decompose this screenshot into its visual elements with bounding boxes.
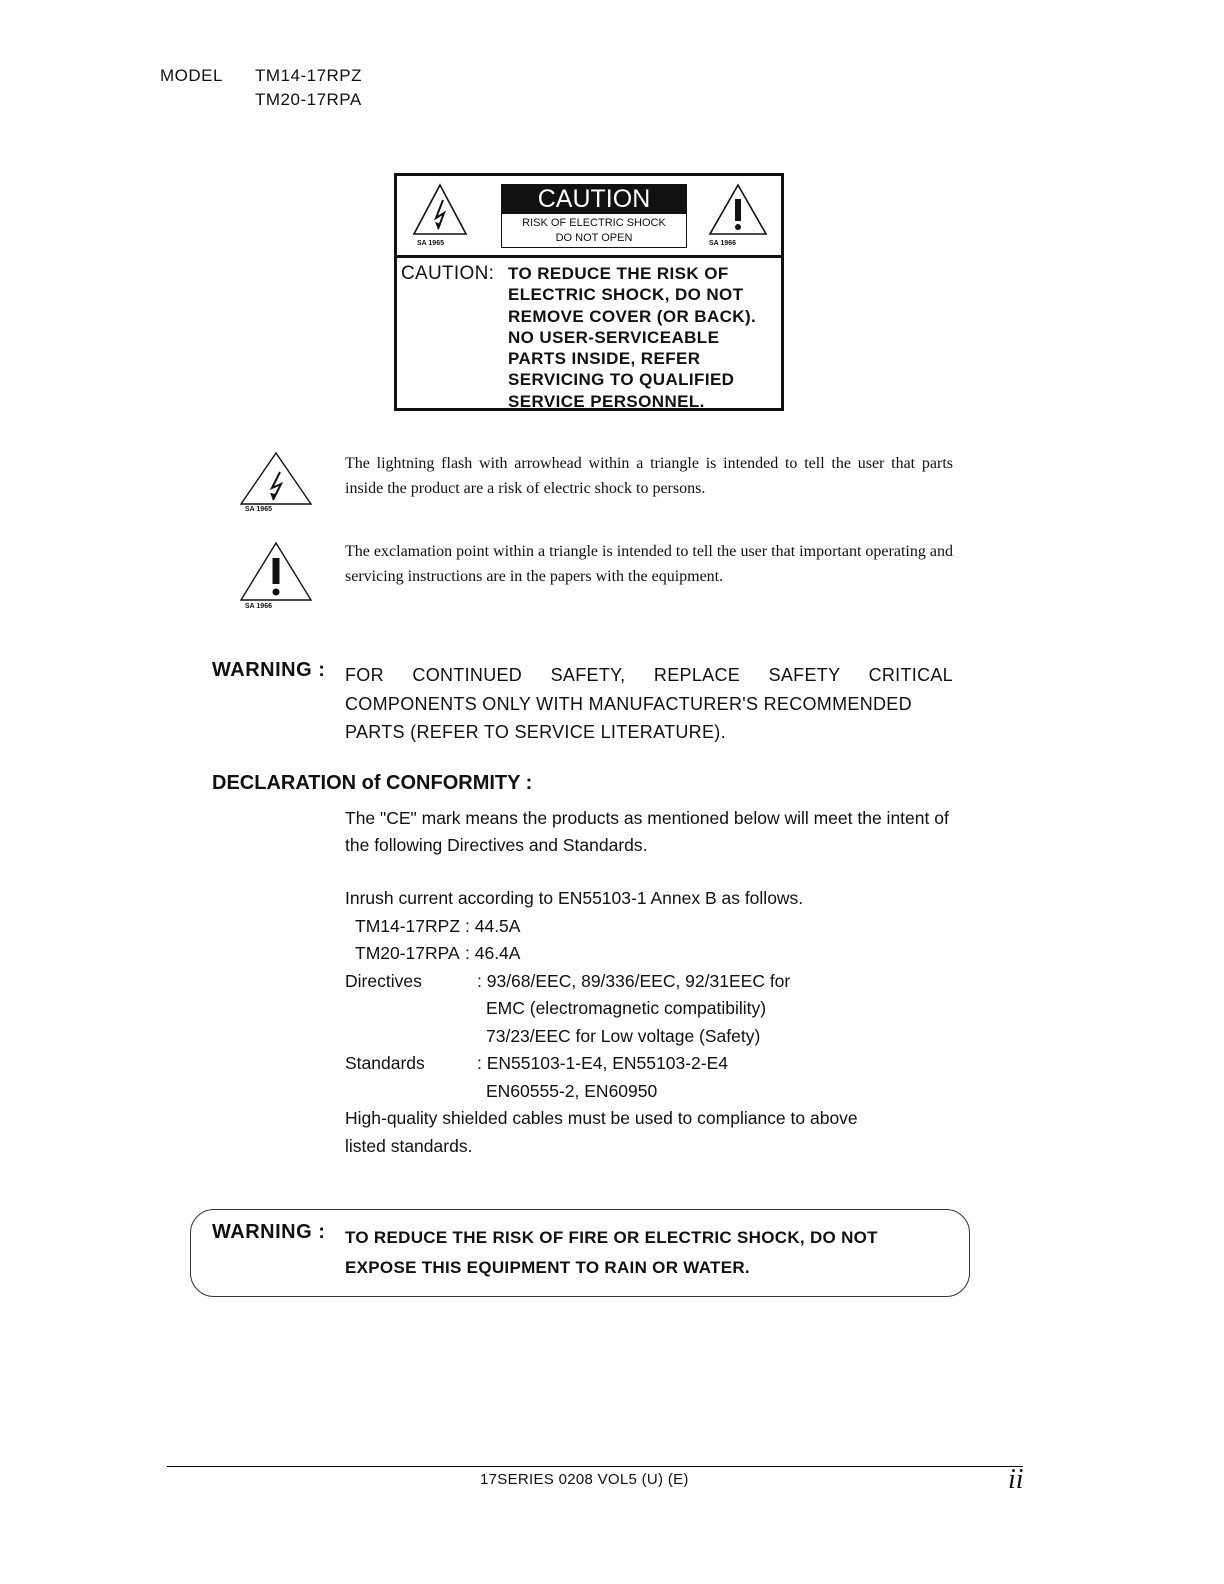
caution-line: REMOVE COVER (OR BACK). xyxy=(508,306,757,326)
caution-line: SERVICE PERSONNEL. xyxy=(508,391,705,411)
caution-line: SERVICING TO QUALIFIED xyxy=(508,370,735,390)
caution-text xyxy=(508,263,756,412)
inrush-value: : 46.4A xyxy=(465,943,521,963)
conformity-details xyxy=(345,885,965,1160)
model-number: TM20-17RPA xyxy=(255,90,362,109)
lightning-symbol-note: The lightning flash with arrowhead within a triangle is intended to tell the user that parts inside the product are a risk of electric shock to persons. xyxy=(345,455,953,497)
warning-text xyxy=(345,1223,953,1283)
cables-note: listed standards. xyxy=(345,1135,473,1156)
directives-row xyxy=(345,1023,965,1051)
inrush-value: : 44.5A xyxy=(465,915,521,936)
caution-line: ELECTRIC SHOCK, DO NOT xyxy=(508,285,744,305)
directive-value: 73/23/EEC for Low voltage (Safety) xyxy=(486,1025,761,1046)
caution-line: NO USER-SERVICEABLE xyxy=(508,327,720,347)
inrush-model-row xyxy=(345,913,965,941)
warning-line: EXPOSE THIS EQUIPMENT TO RAIN OR WATER. xyxy=(345,1258,750,1277)
warning-text xyxy=(345,661,953,747)
directive-value: EMC (electromagnetic compatibility) xyxy=(486,998,767,1018)
standard-value: EN60555-2, EN60950 xyxy=(486,1080,658,1101)
risk-notice xyxy=(501,214,687,248)
inrush-line: Inrush current according to EN55103-1 Annex B as follows. xyxy=(345,888,804,908)
exclamation-triangle-icon xyxy=(238,540,314,606)
standards-label: Standards xyxy=(345,1053,425,1073)
sa-code: SA 1966 xyxy=(245,603,272,610)
exclamation-triangle-icon xyxy=(707,182,769,238)
directives-row xyxy=(345,968,965,996)
standards-row xyxy=(345,1078,965,1106)
caution-box xyxy=(394,173,784,411)
sa-code: SA 1965 xyxy=(245,506,272,513)
footer-rule xyxy=(167,1466,1023,1467)
standard-value: : EN55103-1-E4, EN55103-2-E4 xyxy=(477,1053,728,1073)
exclamation-symbol-note: The exclamation point within a triangle is intended to tell the user that important operating and servicing instructions are in the papers with the equipment. xyxy=(345,543,953,585)
lightning-triangle-icon xyxy=(238,450,314,510)
caution-label: CAUTION: xyxy=(401,263,495,284)
caution-banner: CAUTION xyxy=(501,184,687,214)
warning-line: TO REDUCE THE RISK OF FIRE OR ELECTRIC SHOCK, DO NOT xyxy=(345,1228,878,1247)
model-number: TM14-17RPZ xyxy=(255,66,363,85)
sa-code: SA 1965 xyxy=(417,240,444,247)
document-code: 17SERIES 0208 VOL5 (U) (E) xyxy=(480,1471,689,1488)
caution-line: TO REDUCE THE RISK OF xyxy=(508,264,729,283)
sa-code: SA 1966 xyxy=(709,240,736,247)
warning-line: PARTS (REFER TO SERVICE LITERATURE). xyxy=(345,722,726,742)
model-label: MODEL xyxy=(160,66,223,85)
cables-note: High-quality shielded cables must be used to compliance to above xyxy=(345,1108,858,1128)
warning-line: COMPONENTS ONLY WITH MANUFACTURER'S RECOMMENDED xyxy=(345,693,912,714)
lightning-triangle-icon xyxy=(411,182,469,238)
risk-line: DO NOT OPEN xyxy=(555,232,633,244)
caution-header xyxy=(397,176,781,258)
model-name: TM20-17RPA xyxy=(355,943,460,963)
standards-row xyxy=(345,1050,965,1078)
risk-line: RISK OF ELECTRIC SHOCK xyxy=(522,217,666,229)
declaration-title: DECLARATION of CONFORMITY : xyxy=(212,772,533,794)
warning-label: WARNING : xyxy=(212,1221,326,1243)
declaration-intro: The "CE" mark means the products as mentioned below will meet the intent of the following Directives and Standards. xyxy=(345,808,949,855)
page-number: ii xyxy=(1008,1464,1024,1495)
warning-label: WARNING : xyxy=(212,659,326,681)
directives-row xyxy=(345,995,965,1023)
directives-label: Directives xyxy=(345,970,422,991)
warning-line: FOR CONTINUED SAFETY, REPLACE SAFETY CRITICAL xyxy=(345,665,953,685)
model-name: TM14-17RPZ xyxy=(355,915,461,936)
inrush-model-row xyxy=(345,940,965,968)
directive-value: : 93/68/EEC, 89/336/EEC, 92/31EEC for xyxy=(477,970,791,991)
caution-line: PARTS INSIDE, REFER xyxy=(508,349,701,369)
